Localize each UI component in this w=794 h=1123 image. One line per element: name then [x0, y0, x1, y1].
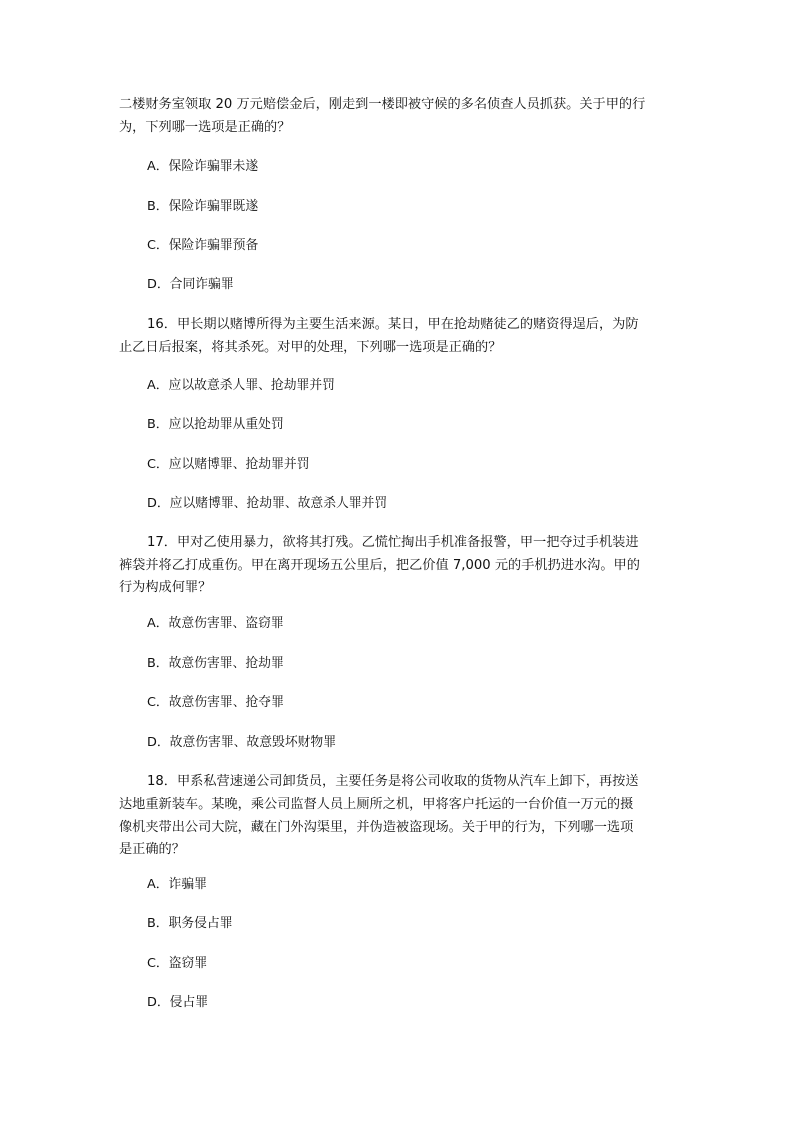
q17-stem-line-1: 17．甲对乙使用暴力，欲将其打残。乙慌忙掏出手机准备报警，甲一把夺过手机装进 [147, 535, 639, 550]
q18-stem-line-2: 达地重新装车。某晚，乘公司监督人员上厕所之机，甲将客户托运的一台价值一万元的摄 [119, 797, 634, 812]
q16-stem-line-2: 止乙日后报案，将其杀死。对甲的处理，下列哪一选项是正确的？ [119, 340, 502, 355]
q18-option-c: C．盗窃罪 [147, 956, 208, 971]
q18-option-a: A．诈骗罪 [147, 877, 207, 892]
q16-option-c: C．应以赌博罪、抢劫罪并罚 [147, 457, 310, 472]
q18-stem-line-3: 像机夹带出公司大院，藏在门外沟渠里，并伪造被盗现场。关于甲的行为，下列哪一选项 [119, 820, 634, 835]
q15-stem-line-1: 二楼财务室领取 20 万元赔偿金后，刚走到一楼即被守候的多名侦查人员抓获。关于甲的行 [119, 97, 646, 112]
q16-stem-line-1: 16．甲长期以赌博所得为主要生活来源。某日，甲在抢劫赌徒乙的赌资得逞后，为防 [147, 317, 639, 332]
q15-option-c: C．保险诈骗罪预备 [147, 238, 259, 253]
q17-option-a: A．故意伤害罪、盗窃罪 [147, 616, 284, 631]
q15-option-b: B．保险诈骗罪既遂 [147, 199, 259, 214]
q18-option-b: B．职务侵占罪 [147, 916, 233, 931]
q17-stem-line-3: 行为构成何罪？ [119, 580, 212, 595]
q17-option-d: D．故意伤害罪、故意毁坏财物罪 [147, 735, 337, 750]
q15-stem-line-2: 为，下列哪一选项是正确的？ [119, 120, 291, 135]
q16-option-d: D．应以赌博罪、抢劫罪、故意杀人罪并罚 [147, 496, 388, 511]
q16-option-b: B．应以抢劫罪从重处罚 [147, 417, 284, 432]
q15-option-d: D．合同诈骗罪 [147, 277, 234, 292]
q15-option-a: A．保险诈骗罪未遂 [147, 159, 259, 174]
q18-stem-line-1: 18．甲系私营速递公司卸货员，主要任务是将公司收取的货物从汽车上卸下，再按送 [147, 774, 639, 789]
q18-option-d: D．侵占罪 [147, 995, 209, 1010]
q17-option-b: B．故意伤害罪、抢劫罪 [147, 656, 284, 671]
q18-stem-line-4: 是正确的？ [119, 842, 185, 857]
q17-stem-line-2: 裤袋并将乙打成重伤。甲在离开现场五公里后，把乙价值 7,000 元的手机扔进水沟。甲的 [119, 558, 640, 573]
q16-option-a: A．应以故意杀人罪、抢劫罪并罚 [147, 378, 335, 393]
q17-option-c: C．故意伤害罪、抢夺罪 [147, 695, 284, 710]
